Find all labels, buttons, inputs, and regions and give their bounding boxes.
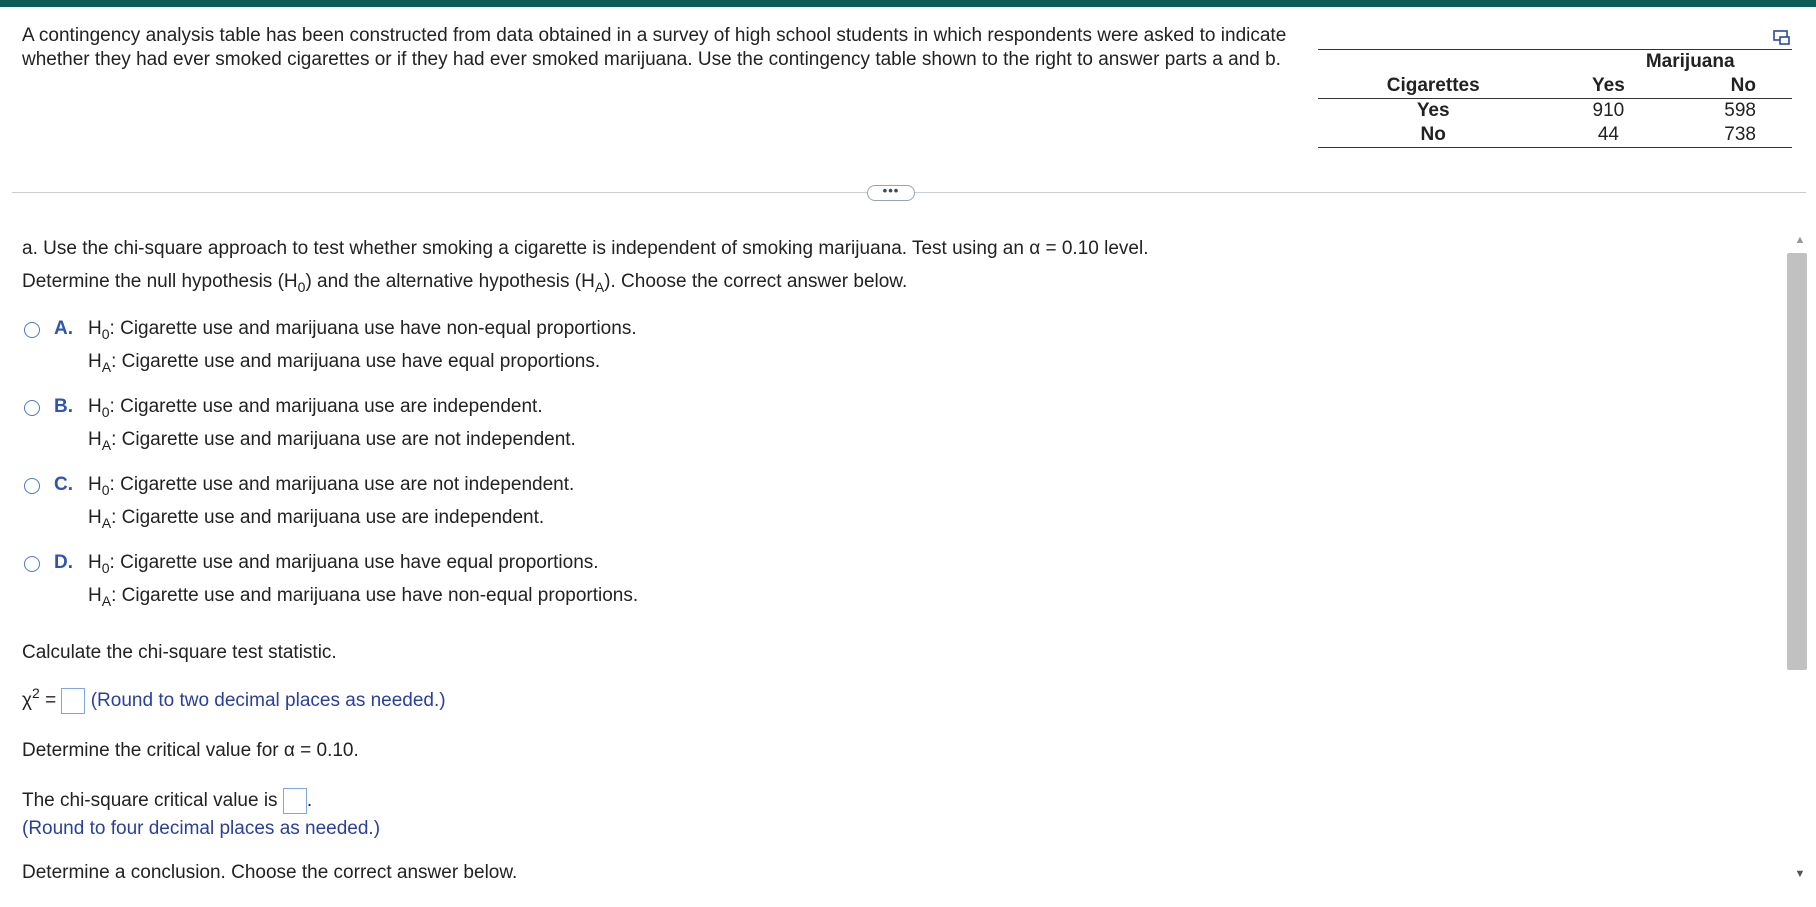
critical-value-input[interactable] — [283, 788, 307, 814]
option-h0: $H_0$: Cigarette use and marijuana use are not independent. — [88, 474, 575, 498]
row-label: Yes — [1416, 100, 1450, 121]
question-pane — [0, 230, 1784, 907]
option-letter: A. — [54, 318, 73, 339]
option-ha: $H_A$: Cigarette use and marijuana use have non-equal proportions. — [88, 585, 639, 609]
chi-symbol: χ — [22, 690, 32, 712]
popout-icon[interactable] — [1772, 29, 1794, 49]
marijuana-header: Marijuana — [1548, 50, 1792, 75]
table-column-header-row — [1318, 74, 1792, 99]
hypothesis-prompt: Determine the null hypothesis $(H_0)$ and the alternative hypothesis $(H_A)$. Choose the correct answer below. — [22, 271, 908, 295]
row-label: No — [1318, 123, 1548, 148]
scroll-down-arrow-icon[interactable]: ▼ — [1794, 868, 1806, 880]
option-ha: $H_A$: Cigarette use and marijuana use are independent. — [88, 507, 545, 531]
cell-value: 910 — [1592, 100, 1625, 121]
expand-more-button[interactable]: ••• — [867, 185, 915, 201]
cell-value: 44 — [1548, 123, 1668, 148]
option-h0: $H_0$: Cigarette use and marijuana use have non-equal proportions. — [88, 318, 637, 342]
table-row — [1318, 99, 1792, 124]
radio-option-b[interactable] — [24, 400, 40, 416]
scroll-up-arrow-icon[interactable]: ▲ — [1794, 234, 1806, 246]
calc-prompt: Calculate the chi-square test statistic. — [22, 642, 337, 663]
chi-hint: (Round to two decimal places as needed.) — [90, 690, 446, 712]
option-ha: $H_A$: Cigarette use and marijuana use are not independent. — [88, 429, 576, 453]
contingency-table — [1318, 49, 1792, 148]
scrollbar-thumb[interactable] — [1787, 253, 1807, 670]
cell-value: 598 — [1724, 100, 1756, 121]
cigarettes-header: Cigarettes — [1318, 74, 1548, 99]
radio-option-d[interactable] — [24, 556, 40, 572]
table-group-header-row — [1318, 50, 1792, 75]
option-h0: $H_0$: Cigarette use and marijuana use are independent. — [88, 396, 543, 420]
option-letter: C. — [54, 474, 73, 495]
popout-icon-glyph — [1772, 29, 1792, 47]
chi-square-input[interactable] — [61, 688, 85, 714]
part-a-prompt: a. Use the chi-square approach to test whether smoking a cigarette is independent of smoking marijuana. Test using an α = 0.10 level. — [22, 238, 1149, 259]
conclusion-prompt: Determine a conclusion. Choose the correct answer below. — [22, 862, 518, 883]
critical-hint: (Round to four decimal places as needed.) — [22, 818, 381, 839]
option-h0: $H_0$: Cigarette use and marijuana use have equal proportions. — [88, 552, 599, 576]
table-row — [1318, 123, 1792, 148]
radio-option-c[interactable] — [24, 478, 40, 494]
option-ha: $H_A$: Cigarette use and marijuana use have equal proportions. — [88, 351, 601, 375]
col-yes-header: Yes — [1548, 74, 1668, 99]
chi-square-row: $\chi^2$ = (Round to two decimal places as needed.) — [22, 688, 446, 714]
col-no-header: No — [1668, 74, 1792, 99]
intro-text: A contingency analysis table has been constructed from data obtained in a survey of high school students in which respondents were asked to indicate whether they had ever smoked cigarettes or if they had ever smoked marijuana. Use the contingency table shown to the right to answer parts a and b. — [22, 25, 1287, 70]
radio-option-a[interactable] — [24, 322, 40, 338]
option-letter: B. — [54, 396, 73, 417]
critical-value-row: The chi-square critical value is . — [22, 788, 312, 814]
option-letter: D. — [54, 552, 73, 573]
critical-prompt: Determine the critical value for α = 0.10. — [22, 740, 359, 761]
cell-value: 738 — [1668, 123, 1792, 148]
top-accent-bar — [0, 0, 1816, 7]
